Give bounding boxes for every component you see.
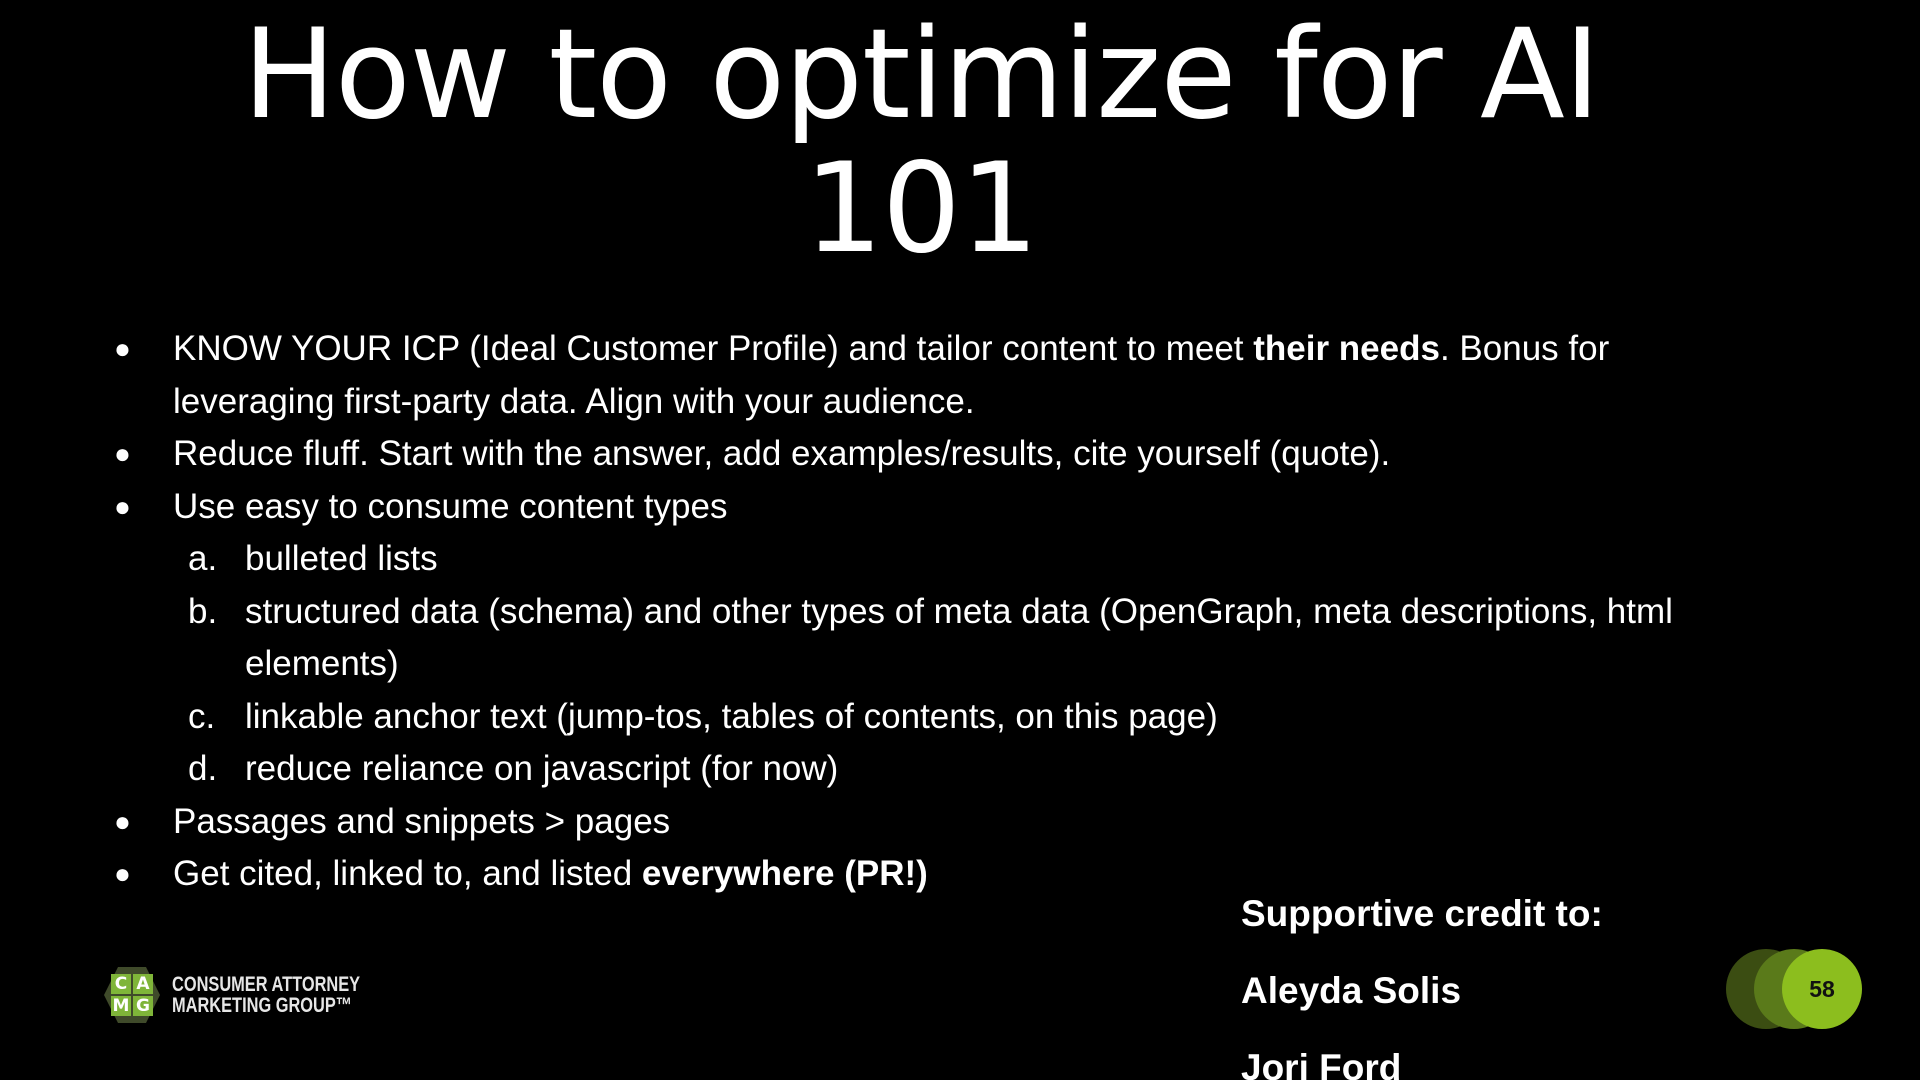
bullet-bold-text: their needs [1253, 329, 1440, 368]
credits-block [1241, 886, 1603, 1080]
logo-badge-icon [104, 967, 160, 1023]
bullet-text: Reduce fluff. Start with the answer, add examples/results, cite yourself (quote). [173, 434, 1391, 473]
credit-name: Aleyda Solis [1241, 970, 1462, 1011]
logo-wordmark [172, 974, 360, 1016]
bullet-text-continued: . Bonus for leveraging first-party data. Align with your audience. [173, 329, 1610, 421]
bullet-icon: ● [114, 805, 131, 837]
bullet-text: Use easy to consume content types [173, 486, 728, 526]
sub-item-anchor-text [114, 691, 1754, 744]
bullet-item-icp [114, 323, 1754, 428]
logo-letter: A [133, 974, 153, 994]
sub-item-marker: b. [188, 591, 218, 631]
bullet-item-content-types [114, 481, 1754, 534]
sub-item-text: bulleted lists [245, 539, 438, 578]
sub-item-bulleted-lists [114, 533, 1754, 586]
bullet-text: KNOW YOUR ICP (Ideal Customer Profile) and tailor content to meet [173, 329, 1254, 368]
logo-line-1: CONSUMER ATTORNEY [172, 973, 361, 996]
bullet-text: Get cited, linked to, and listed [173, 854, 642, 893]
bullet-icon: ● [114, 333, 131, 364]
slide-title [0, 3, 1842, 281]
logo-letter: C [111, 974, 131, 994]
slide-title-line-2: 101 [804, 137, 1038, 281]
bullet-icon: ● [114, 490, 131, 522]
sub-item-marker: d. [188, 749, 218, 788]
sub-item-marker: c. [188, 696, 216, 736]
logo-letter: M [112, 996, 130, 1016]
sub-item-structured-data [114, 586, 1754, 691]
sub-item-text: reduce reliance on javascript (for now) [245, 749, 839, 788]
bullet-item-passages [114, 796, 1754, 849]
bullet-bold-text: everywhere (PR!) [641, 854, 928, 893]
credits-heading: Supportive credit to: [1241, 893, 1603, 934]
bullet-list [114, 323, 1754, 901]
logo-letter: G [133, 996, 153, 1016]
sub-item-javascript [114, 743, 1754, 796]
company-logo [104, 967, 413, 1023]
sub-item-text: structured data (schema) and other types of meta data (OpenGraph, meta descriptions, html elements) [245, 591, 1673, 683]
logo-line-2: MARKETING GROUP™ [172, 994, 353, 1017]
bullet-icon: ● [114, 438, 131, 469]
credit-name: Jori Ford [1241, 1047, 1402, 1080]
bullet-item-reduce-fluff [114, 428, 1754, 481]
slide-title-line-1: How to optimize for AI [242, 3, 1600, 147]
bullet-icon: ● [114, 858, 131, 889]
sub-item-marker: a. [188, 539, 218, 578]
sub-item-text: linkable anchor text (jump-tos, tables of contents, on this page) [245, 696, 1218, 736]
page-number: 58 [1809, 976, 1835, 1002]
page-number-badge [1726, 947, 1862, 1031]
bullet-text: Passages and snippets > pages [173, 801, 671, 841]
